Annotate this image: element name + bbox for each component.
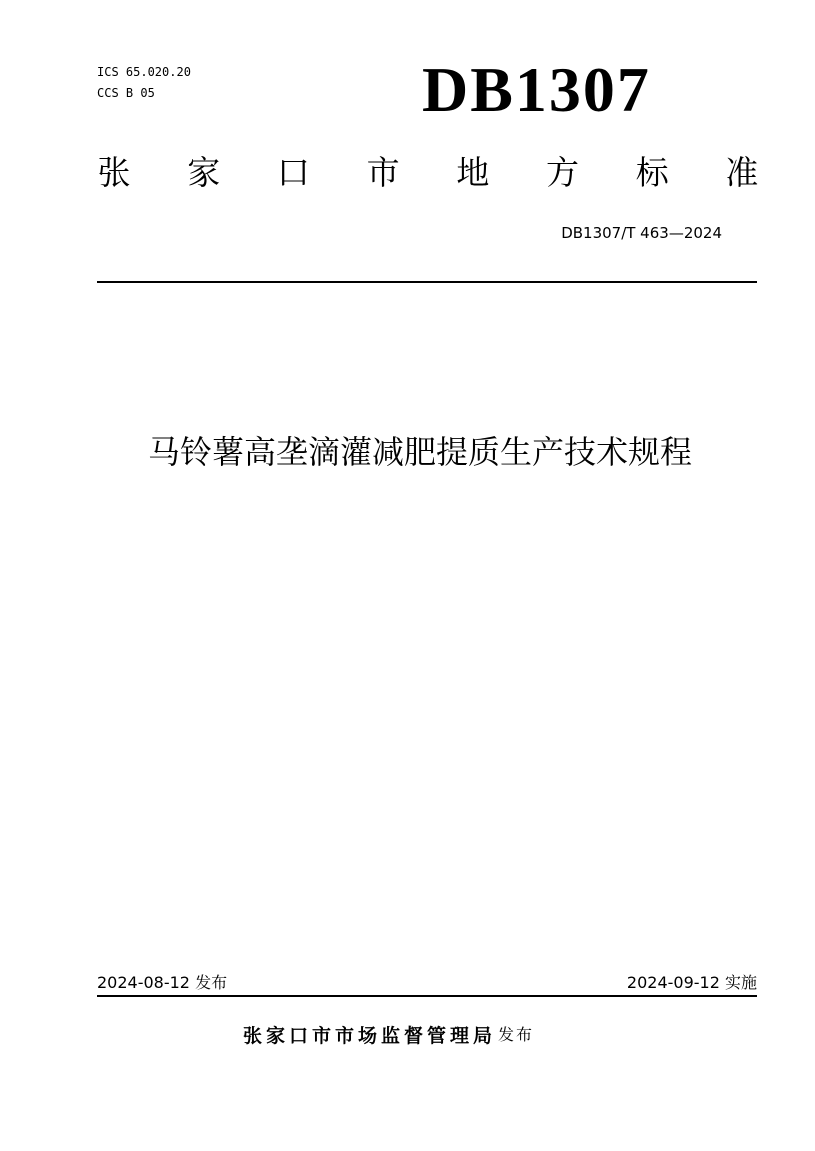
ccs-code: CCS B 05 <box>97 86 155 100</box>
ics-code: ICS 65.020.20 <box>97 65 191 79</box>
document-title: 马铃薯高垄滴灌减肥提质生产技术规程 <box>147 433 692 471</box>
top-divider <box>97 281 757 283</box>
bottom-divider <box>97 995 757 997</box>
standard-type-char: 方 <box>546 153 580 192</box>
standard-number: DB1307/T 463—2024 <box>561 224 722 242</box>
publisher <box>243 1022 534 1049</box>
db-code: DB1307 <box>422 54 651 125</box>
publisher-org: 张家口市市场监督管理局 <box>243 1025 497 1047</box>
standard-type-char: 标 <box>635 153 669 192</box>
standard-type-char: 家 <box>187 153 221 192</box>
standard-type-char: 张 <box>97 153 131 192</box>
standard-type-char: 准 <box>725 153 759 192</box>
standard-type-char: 市 <box>366 153 400 192</box>
implementation-date: 2024-09-12 实施 <box>626 973 757 992</box>
standard-type-heading <box>96 148 760 198</box>
issue-date: 2024-08-12 发布 <box>97 973 228 992</box>
publisher-suffix: 发布 <box>498 1025 535 1044</box>
standard-type-char: 口 <box>276 153 310 192</box>
standard-type-char: 地 <box>456 153 490 192</box>
